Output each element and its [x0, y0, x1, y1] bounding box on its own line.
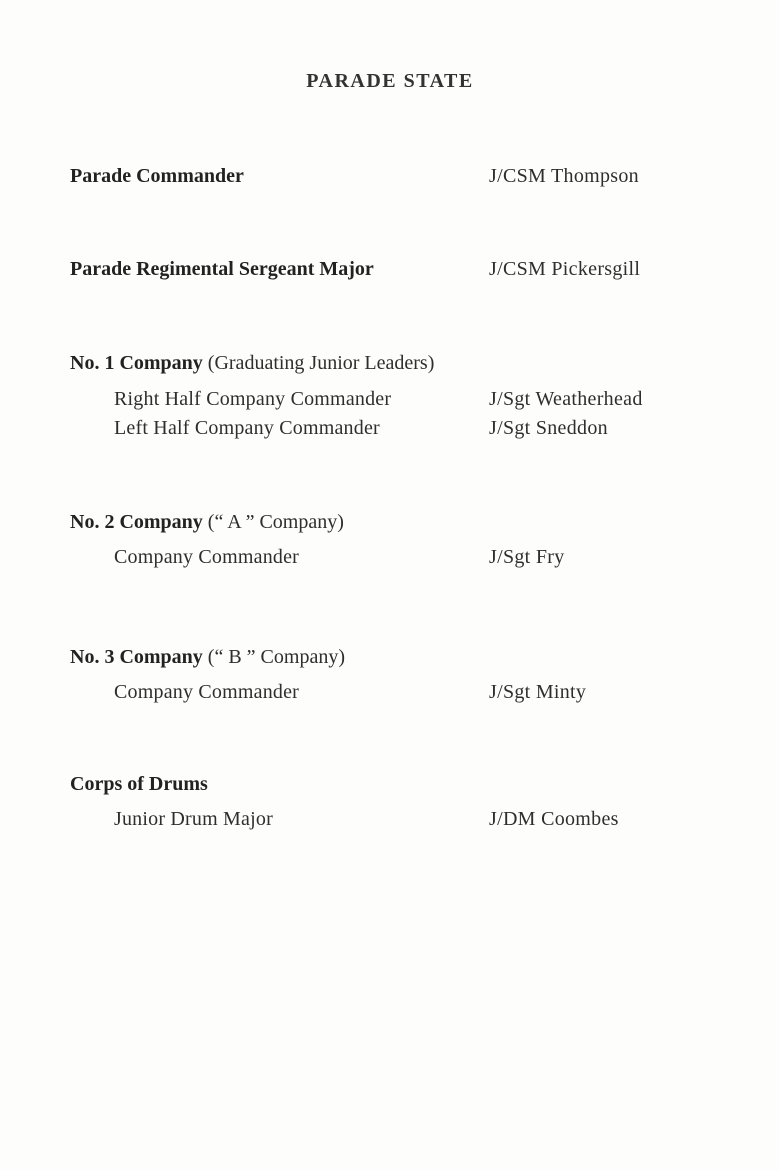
parade-commander-label [70, 164, 244, 188]
company-1-role-2: Left Half Company Commander [114, 417, 380, 439]
corps-of-drums-label: Corps of Drums [70, 773, 208, 795]
company-1-label: No. 1 Company [70, 352, 203, 374]
company-1-name-1: J/Sgt Weatherhead [489, 388, 643, 410]
company-2-heading [70, 510, 344, 534]
company-2-role-1: Company Commander [114, 546, 300, 568]
drums-name-1: J/DM Coombes [489, 808, 619, 830]
parade-rsm-label [70, 257, 374, 281]
company-3-label: No. 3 Company [70, 646, 203, 668]
company-3-role-1: Company Commander [114, 681, 300, 703]
parade-rsm-name: J/CSM Pickersgill [489, 258, 641, 280]
company-1-name-2: J/Sgt Sneddon [489, 417, 608, 439]
parade-commander-label-text: Parade Commander [70, 165, 244, 187]
company-2-name-1: J/Sgt Fry [489, 546, 565, 568]
company-3-note: (“ B ” Company) [202, 646, 345, 668]
drums-role-1: Junior Drum Major [114, 808, 273, 830]
company-3-heading [70, 645, 345, 669]
company-1-heading [70, 351, 434, 375]
company-2-label: No. 2 Company [70, 511, 203, 533]
parade-rsm-label-text: Parade Regimental Sergeant Major [70, 258, 374, 280]
company-1-role-1: Right Half Company Commander [114, 388, 392, 410]
page-title: PARADE STATE [306, 70, 474, 92]
company-2-note: (“ A ” Company) [202, 511, 344, 533]
corps-of-drums-heading [70, 772, 208, 796]
company-1-note: (Graduating Junior Leaders) [202, 352, 435, 374]
parade-commander-name: J/CSM Thompson [489, 165, 639, 187]
company-3-name-1: J/Sgt Minty [489, 681, 587, 703]
